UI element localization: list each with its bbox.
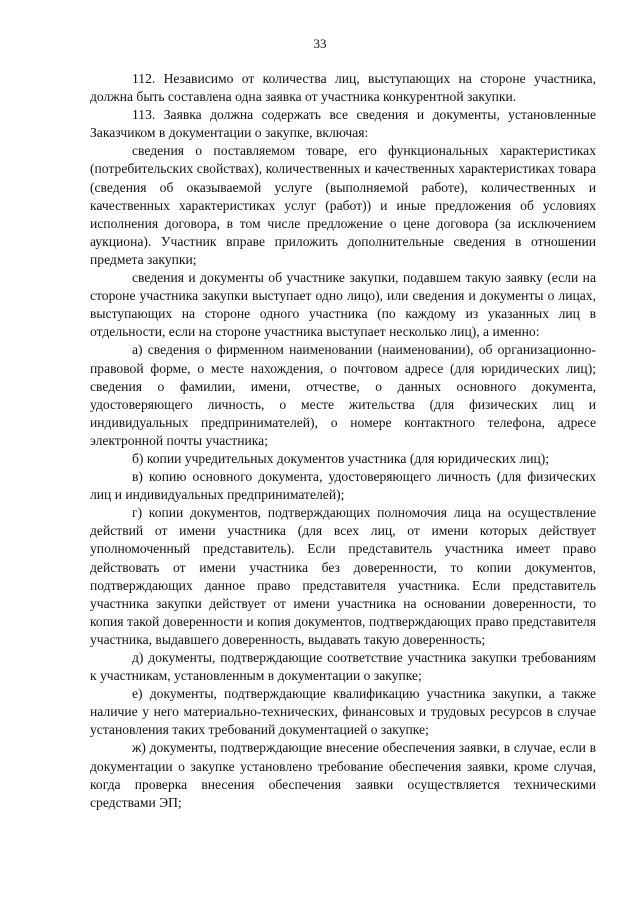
list-item-b: б) копии учредительных документов участника (для юридических лиц); — [132, 450, 550, 466]
list-item-zh: ж) документы, подтверждающие внесение обеспечения заявки, в случае, если в документации о закупке установлено требование обеспечения заявки, кроме случая, когда проверка внесения обеспечения заявки осуществляется техническими средствами ЭП; — [90, 740, 596, 810]
list-item-a: а) сведения о фирменном наименовании (наименовании), об организационно-правовой форме, о месте нахождения, о почтовом адресе (для юридических лиц); сведения о фамилии, имени, отчестве, о данных основного документа, удостоверяющего личность, о месте жительства (для физических лиц и индивидуальных предпринимателей), о номере контактного телефона, адресе электронной почты участника; — [90, 342, 596, 448]
list-item-g: г) копии документов, подтверждающих полномочия лица на осуществление действий от имени участника (для всех лиц, от имени которых действует уполномоченный представитель). Если представитель участника имеет право действовать от имени участника без доверенности, то копии документов, подтверждающих данное право представителя участника. Если представитель участника закупки действует от имени участника на основании доверенности, то копия такой доверенности и копия документов, подтверждающих право представителя участника, выдавшего доверенность, выдавать такую доверенность; — [90, 505, 596, 647]
page-number: 33 — [313, 36, 327, 51]
list-item-v: в) копию основного документа, удостоверяющего личность (для физических лиц и индивидуальных предпринимателей); — [90, 469, 596, 503]
paragraph-goods-info: сведения о поставляемом товаре, его функциональных характеристиках (потребительских свойствах), количественных и качественных характеристиках товара (сведения об оказываемой услуге (выполняемой работе), количественных и качественных характеристиках услуг (работ)) и иные предложения об условиях исполнения договора, в том числе предложение о цене договора (за исключением аукциона). Участник вправе приложить дополнительные сведения в отношении предмета закупки; — [90, 143, 596, 267]
paragraph-113: 113. Заявка должна содержать все сведения и документы, установленные Заказчиком в документации о закупке, включая: — [90, 107, 596, 141]
list-item-e: е) документы, подтверждающие квалификацию участника закупки, а также наличие у него материально-технических, финансовых и трудовых ресурсов в случае установления таких требований документацией о закупке; — [90, 686, 596, 738]
list-item-d: д) документы, подтверждающие соответствие участника закупки требованиям к участникам, установленным в документации о закупке; — [90, 650, 596, 684]
paragraph-112: 112. Независимо от количества лиц, выступающих на стороне участника, должна быть составлена одна заявка от участника конкурентной закупки. — [90, 71, 596, 105]
paragraph-participant-info: сведения и документы об участнике закупки, подавшем такую заявку (если на стороне участника закупки выступает одно лицо), или сведения и документы о лицах, выступающих на стороне одного участника (по каждому из указанных лиц в отдельности, если на стороне участника выступает несколько лиц), а именно: — [90, 270, 596, 340]
document-body — [90, 70, 596, 812]
